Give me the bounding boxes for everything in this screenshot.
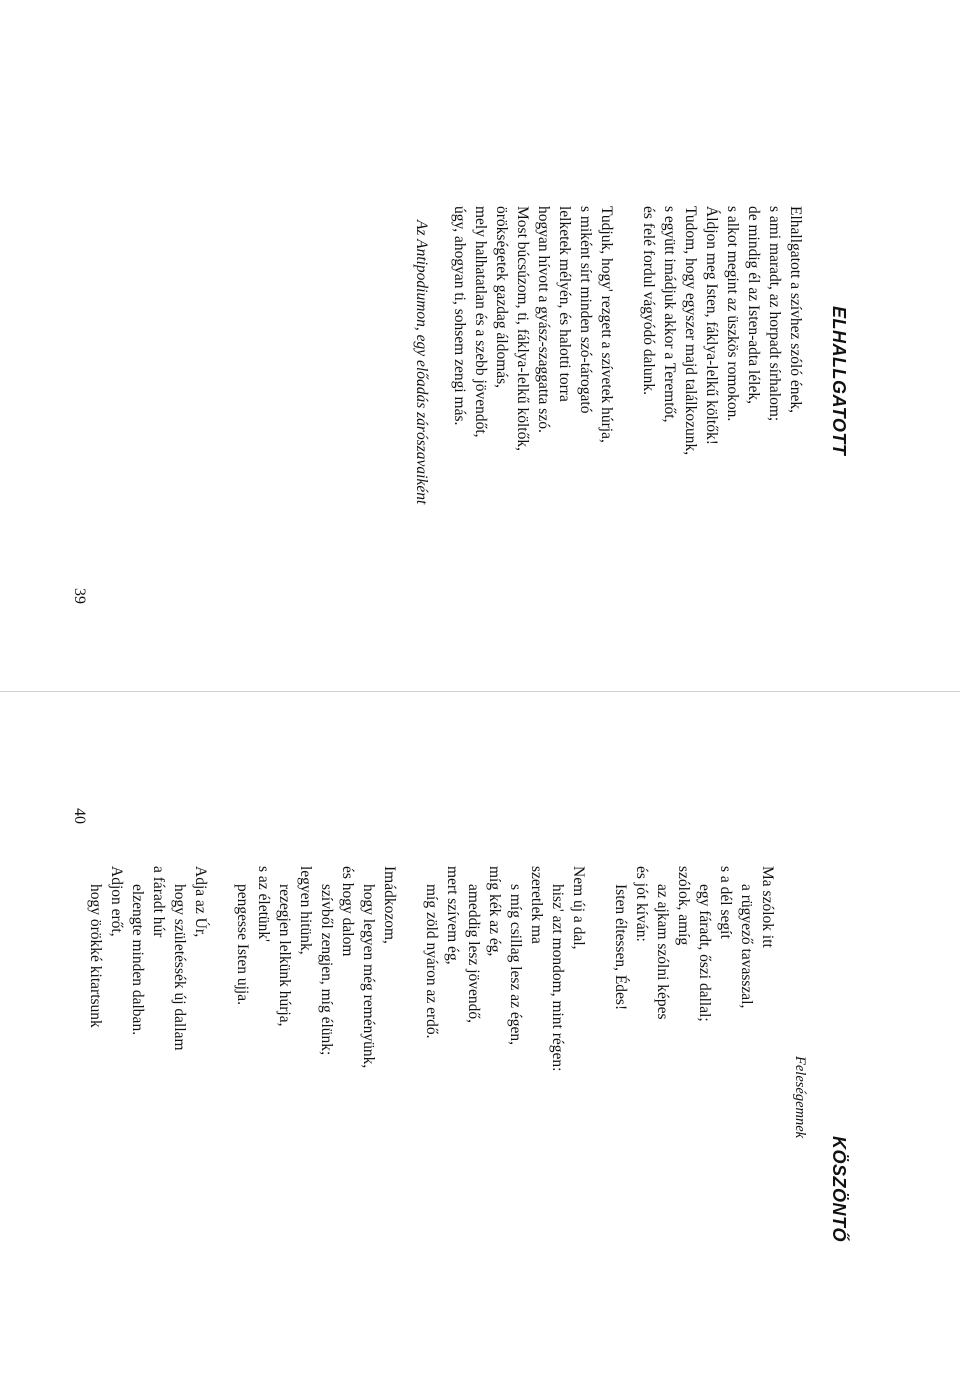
poem-line: és jót kíván: — [633, 866, 650, 942]
poem-line: hogy legyen még reményünk, — [360, 884, 377, 1069]
poem-line: szívből zengjen, míg élünk; — [318, 884, 335, 1056]
poem-line: s míg csillag lesz az égen, — [507, 884, 524, 1045]
page-number: 39 — [71, 588, 88, 604]
poem-title: ELHALLGATOTT — [829, 306, 849, 456]
poem-line: Adjon erőt, — [108, 866, 125, 937]
poem-line: Isten éltessen, Édes! — [612, 884, 629, 1011]
poem-line: pengesse Isten ujja. — [234, 884, 251, 1005]
poem-line: s együtt imádjuk akkor a Teremtőt, — [661, 206, 678, 423]
poem-title: KÖSZÖNTŐ — [829, 1136, 849, 1242]
poem-line: Most búcsúzom, ti, fáklya-lelkű költők, — [514, 206, 531, 451]
poem-line: egy fáradt, őszi dallal; — [696, 884, 713, 1022]
poem-line: és felé fordul vágyódó dalunk. — [640, 206, 657, 395]
stanza — [610, 866, 778, 1386]
poem-line: s a dél segít — [717, 866, 734, 939]
poem-line: elzengte minden dalban. — [129, 884, 146, 1036]
poem-line: Adja az Úr, — [192, 866, 209, 938]
poem-line: Imádkozom, — [381, 866, 398, 944]
poem-line: szeretlek ma — [528, 866, 545, 944]
poem-line: Ma szólok itt — [759, 866, 776, 948]
poem-line: örökségetek gazdag áldomás, — [493, 206, 510, 389]
poem-line: s az életünk' — [255, 866, 272, 942]
poem-line: az ajkam szólni képes — [654, 884, 671, 1020]
poem-line: a fáradt húr — [150, 866, 167, 938]
closing-note: Az Antipodiumon, egy előadás zárószavaiként — [413, 220, 430, 505]
poem-line: ameddig lesz jövendő, — [465, 884, 482, 1024]
poem-line: míg zöld nyáron az erdő. — [423, 884, 440, 1039]
page-divider — [0, 691, 960, 692]
stanza — [232, 866, 400, 1386]
poem-line: legyen hitünk, — [297, 866, 314, 955]
page-right — [87, 866, 850, 1386]
poem-line: Tudjuk, hogy' rezgett a szívetek húrja, — [598, 206, 615, 443]
page-number: 40 — [71, 808, 88, 824]
poem-line: rezegjen lelkünk húrja, — [276, 884, 293, 1027]
poem-line: míg kék az ég, — [486, 866, 503, 957]
dedication: Feleségemnek — [792, 1056, 808, 1139]
poem-line: mely halhatatlan és a szebb jövendőt, — [472, 206, 489, 438]
stanza — [421, 866, 589, 1386]
poem-line: hogy örökké kitartsunk — [87, 884, 104, 1028]
poem-line: s miként sírt minden szó-tárogató — [577, 206, 594, 414]
poem-line: Elhallgatott a szívhez szóló ének, — [787, 206, 804, 414]
poem-line: s ami maradt, az horpadt sírhalom; — [766, 206, 783, 422]
stanza — [638, 206, 806, 626]
page-left — [413, 206, 850, 626]
poem-line: Tudom, hogy egyszer majd találkozunk, — [682, 206, 699, 456]
poem-line: mert szívem ég, — [444, 866, 461, 965]
poem-line: Áldjon meg Isten, fáklya-lelkű költők! — [703, 206, 720, 445]
poem-body — [85, 866, 778, 1386]
poem-line: Nem új a dal, — [570, 866, 587, 950]
poem-line: úgy, ahogyan ti, sohsem zengi más. — [451, 206, 468, 426]
poem-line: és hogy dalom — [339, 866, 356, 957]
stanza — [449, 206, 617, 626]
poem-line: hogy születéssék új dallam — [171, 884, 188, 1051]
poem-body — [449, 206, 806, 626]
stanza — [85, 866, 211, 1386]
poem-line: a rügyező tavasszal, — [738, 884, 755, 1009]
poem-line: hogyan hívott a gyász-szaggatta szó. — [535, 206, 552, 433]
poem-line: s alkot megint az üszkös romokon. — [724, 206, 741, 422]
poem-line: lelketek mélyén, és halotti torra — [556, 206, 573, 402]
poem-line: hisz' azt mondom, mint régen: — [549, 884, 566, 1072]
poem-line: szólok, amíg — [675, 866, 692, 946]
poem-line: de mindig él az Isten-adta lélek, — [745, 206, 762, 404]
